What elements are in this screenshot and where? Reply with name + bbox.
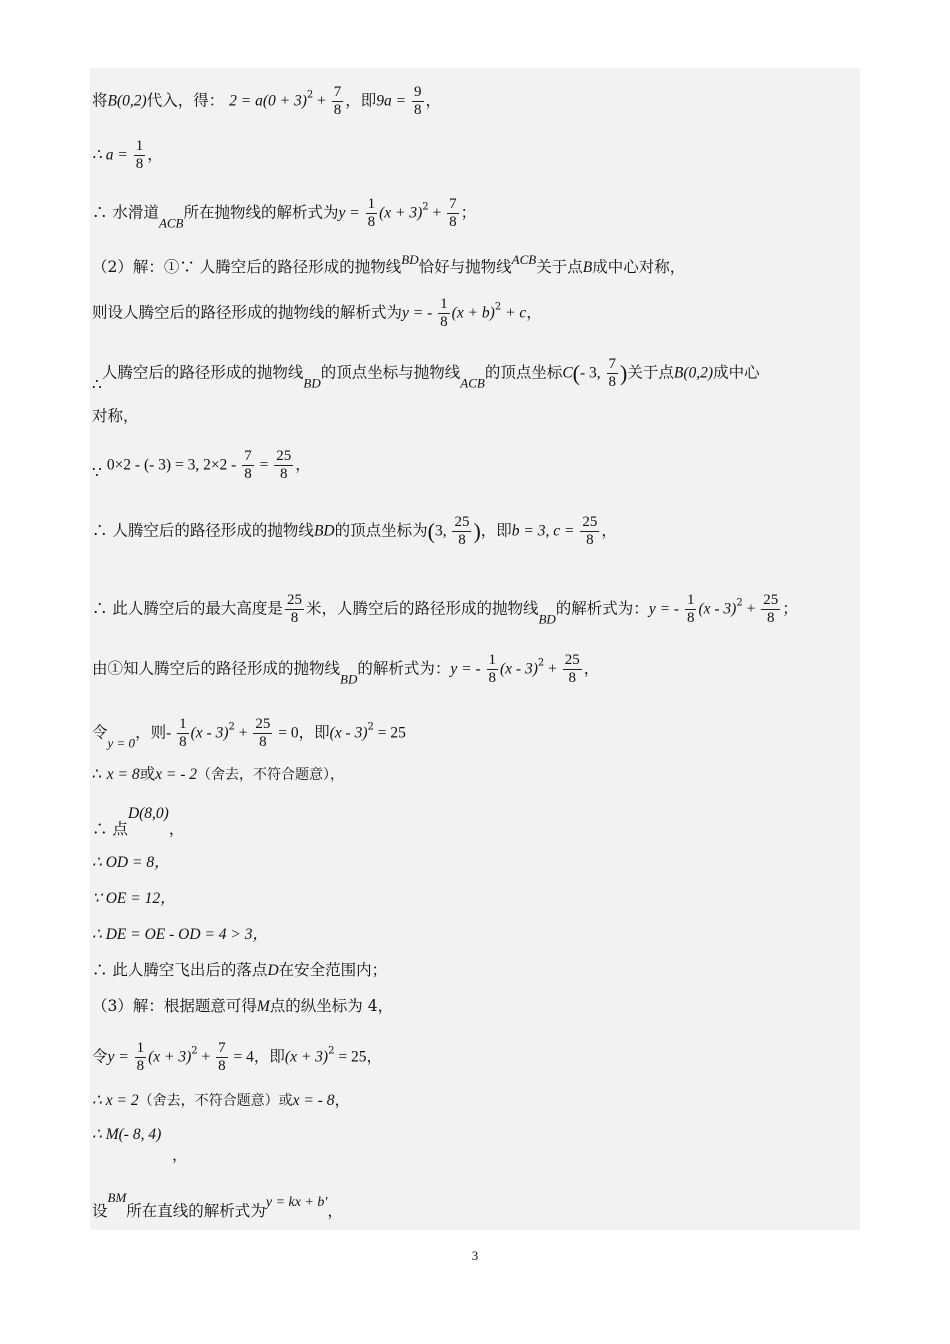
text: ∴ 人腾空后的路径形成的抛物线 xyxy=(92,521,314,540)
solution-line xyxy=(92,888,176,909)
solution-line xyxy=(92,196,476,234)
math: y = xyxy=(107,1048,133,1066)
text: 所在抛物线的解析式为 xyxy=(183,203,339,222)
fraction xyxy=(274,448,293,483)
solution-line xyxy=(92,716,406,754)
math: BD xyxy=(303,375,321,391)
denominator: 8 xyxy=(290,610,299,626)
math: y = - xyxy=(648,600,683,618)
fraction xyxy=(134,138,146,173)
exponent: 2 xyxy=(367,721,374,733)
fraction xyxy=(563,652,582,687)
math: ∴ a = xyxy=(92,146,132,164)
text: ； xyxy=(782,599,798,618)
fraction xyxy=(447,196,459,231)
text: 的解析式为： xyxy=(555,599,649,618)
math: x = 8 xyxy=(106,766,140,783)
exponent: 2 xyxy=(494,301,502,313)
because-symbol: ∴ xyxy=(92,375,102,394)
math: y = kx + b′ xyxy=(265,1195,328,1210)
text: 令 xyxy=(92,1047,108,1066)
solution-line xyxy=(92,1188,343,1221)
math: (x - 3) xyxy=(329,724,368,742)
math: y = - xyxy=(402,304,437,322)
math: ACB xyxy=(511,252,537,267)
solution-line xyxy=(92,514,617,549)
text: ， xyxy=(147,145,163,164)
math: D(8,0) xyxy=(127,805,169,822)
denominator: 8 xyxy=(766,610,775,626)
text: ，即 xyxy=(480,521,512,540)
solution-line xyxy=(92,1124,188,1165)
solution-line xyxy=(92,406,139,426)
fraction xyxy=(452,514,471,549)
solution-line xyxy=(92,1090,350,1111)
math: (x + 3) xyxy=(148,1048,192,1066)
exponent: 2 xyxy=(306,89,314,101)
exponent: 2 xyxy=(191,1045,198,1057)
numerator: 25 xyxy=(454,514,470,530)
text: ，则 xyxy=(135,723,167,742)
denominator: 8 xyxy=(135,156,144,172)
math: BD xyxy=(313,522,335,540)
solution-line xyxy=(92,296,542,331)
exponent: 2 xyxy=(328,1045,335,1057)
fraction xyxy=(216,1040,228,1075)
text: ∴ 水滑道 xyxy=(92,203,159,222)
solution-line xyxy=(92,138,163,173)
text: 的顶点坐标 xyxy=(484,363,563,382)
numerator: 1 xyxy=(135,138,144,154)
denominator: 8 xyxy=(279,466,288,482)
math: ∴ x = 2 xyxy=(92,1092,139,1109)
denominator: 8 xyxy=(333,102,342,118)
fraction xyxy=(761,592,780,627)
text: （舍去，不符合题意）或 xyxy=(138,1093,293,1109)
exponent: 2 xyxy=(537,657,545,669)
text: ， xyxy=(583,659,600,678)
math: (x + b) xyxy=(451,304,495,322)
math: B(0,2) xyxy=(107,92,147,110)
text: 恰好与抛物线 xyxy=(418,258,512,276)
solution-line xyxy=(92,960,387,981)
math: D xyxy=(267,962,279,979)
text: 对称， xyxy=(92,407,139,425)
text: （2）解：①∵ 人腾空后的路径形成的抛物线 xyxy=(92,258,402,276)
math: + c xyxy=(501,304,527,322)
denominator: 8 xyxy=(136,1058,145,1074)
paren-left: ( xyxy=(427,518,435,544)
math: = 0 xyxy=(274,724,299,742)
numerator: 25 xyxy=(582,514,598,530)
solution-line xyxy=(92,652,599,690)
solution-line xyxy=(92,84,441,119)
math: + xyxy=(234,724,252,742)
math: BD xyxy=(401,252,419,267)
math: = 25 xyxy=(373,724,406,742)
denominator: 8 xyxy=(218,1058,226,1074)
text: 成中心对称， xyxy=(592,258,686,276)
math: (x + 3) xyxy=(284,1048,329,1066)
math: = 25 xyxy=(334,1048,367,1066)
solution-line xyxy=(92,996,393,1017)
text: 设 xyxy=(92,1202,108,1220)
denominator: 8 xyxy=(259,734,267,750)
text: 所在直线的解析式为 xyxy=(126,1202,266,1220)
fraction xyxy=(487,652,499,687)
fraction xyxy=(253,716,272,751)
math: ∴ OD = 8， xyxy=(92,854,170,871)
math: = 4 xyxy=(229,1048,254,1066)
paren-left: ( xyxy=(572,360,580,386)
math: + xyxy=(742,600,760,618)
math: B xyxy=(582,259,593,276)
solution-line xyxy=(92,764,344,785)
fraction xyxy=(438,296,450,331)
solution-line xyxy=(92,852,170,873)
numerator: 7 xyxy=(608,356,617,372)
math: C xyxy=(562,364,573,382)
denominator: 8 xyxy=(414,102,422,118)
fraction xyxy=(135,1040,147,1075)
text: ， xyxy=(327,1202,343,1220)
fraction xyxy=(366,196,378,231)
fraction xyxy=(177,716,189,751)
text: ，即 xyxy=(345,91,377,110)
math: y = - xyxy=(450,660,485,678)
solution-line xyxy=(92,1040,382,1075)
text: 关于点 xyxy=(536,258,583,276)
paren-right: ) xyxy=(620,360,628,386)
text: ， xyxy=(526,303,542,322)
text: 或 xyxy=(139,765,156,783)
text: ∴ 此人腾空后的最大高度是 xyxy=(92,599,283,618)
fraction xyxy=(242,448,254,483)
text: 代入，得： xyxy=(146,91,225,110)
denominator: 8 xyxy=(586,532,594,548)
denominator: 8 xyxy=(458,532,466,548)
text: 的解析式为： xyxy=(357,659,451,678)
numerator: 7 xyxy=(449,196,457,212)
math: + xyxy=(197,1048,215,1066)
math: y = 0 xyxy=(107,735,136,751)
math: ∴ DE = OE - OD = 4 > 3， xyxy=(92,926,268,943)
math: x = - 8 xyxy=(292,1092,335,1109)
text: ∴ xyxy=(92,765,107,783)
math: (x - 3) xyxy=(698,600,737,618)
fraction xyxy=(607,356,619,391)
text: ， xyxy=(601,521,617,540)
math: (x + 3) xyxy=(379,204,423,222)
math: 2 = a(0 + 3) xyxy=(229,92,307,110)
text: ， xyxy=(172,1146,188,1164)
math: M xyxy=(256,998,270,1015)
math: 9a = xyxy=(376,92,410,110)
text: 令 xyxy=(92,723,108,742)
text: （舍去，不符合题意）， xyxy=(197,767,345,783)
solution-line xyxy=(92,592,798,630)
math: ∵ OE = 12， xyxy=(92,890,176,907)
text: 米，人腾空后的路径形成的抛物线 xyxy=(305,599,539,618)
numerator: 7 xyxy=(333,84,342,100)
text: 人腾空后的路径形成的抛物线 xyxy=(101,363,304,382)
fraction xyxy=(332,84,344,119)
paren-right: ) xyxy=(473,518,481,544)
math: ACB xyxy=(158,215,184,231)
page-number: 3 xyxy=(471,1248,479,1263)
text: ，即 xyxy=(298,723,330,742)
text: 的顶点坐标与抛物线 xyxy=(320,363,461,382)
fraction xyxy=(685,592,697,627)
exponent: 2 xyxy=(228,721,235,733)
text: ， xyxy=(425,91,442,110)
math: BM xyxy=(107,1190,127,1205)
text: ，即 xyxy=(253,1047,285,1066)
numerator: 1 xyxy=(488,652,497,668)
denominator: 8 xyxy=(367,214,376,230)
text: 在安全范围内； xyxy=(278,961,388,979)
fraction xyxy=(285,592,304,627)
denominator: 8 xyxy=(179,734,187,750)
text: 则设人腾空后的路径形成的抛物线的解析式为 xyxy=(92,303,403,322)
math: (x - 3) xyxy=(190,724,229,742)
solution-line xyxy=(92,250,685,278)
math: 3, xyxy=(434,522,451,540)
text: ， xyxy=(168,820,185,838)
exponent: 2 xyxy=(422,201,429,213)
text: （3）解：根据题意可得 xyxy=(92,997,257,1015)
math: + xyxy=(544,660,561,678)
text: 点的纵坐标为 4， xyxy=(269,997,394,1015)
numerator: 25 xyxy=(286,592,302,608)
text: 将 xyxy=(92,91,108,110)
denominator: 8 xyxy=(449,214,457,230)
math: BD xyxy=(340,671,358,687)
numerator: 7 xyxy=(218,1040,226,1056)
math: B(0,2) xyxy=(673,364,714,382)
text: ∵ xyxy=(92,463,102,482)
math: (x - 3) xyxy=(500,660,538,678)
denominator: 8 xyxy=(568,670,577,686)
text: ； xyxy=(460,203,477,222)
fraction xyxy=(580,514,599,549)
denominator: 8 xyxy=(244,466,252,482)
text: 关于点 xyxy=(627,363,674,382)
math: + xyxy=(313,92,330,110)
exponent: 2 xyxy=(736,597,743,609)
text: 由①知人腾空后的路径形成的抛物线 xyxy=(92,659,341,678)
math: - 3, xyxy=(580,364,605,382)
math: ACB xyxy=(460,375,485,391)
denominator: 8 xyxy=(608,374,617,390)
numerator: 1 xyxy=(136,1040,145,1056)
numerator: 25 xyxy=(564,652,580,668)
math: 0×2 - (- 3) = 3, 2×2 - xyxy=(106,456,241,474)
math: + xyxy=(428,204,446,222)
numerator: 1 xyxy=(686,592,695,608)
numerator: 1 xyxy=(440,296,448,312)
math: = xyxy=(255,456,273,474)
text: ， xyxy=(366,1047,382,1066)
solution-line xyxy=(92,448,311,483)
math: x = - 2 xyxy=(155,766,198,783)
numerator: 1 xyxy=(179,716,187,732)
math: ∴ M(- 8, 4) xyxy=(92,1126,162,1143)
text: ， xyxy=(295,455,311,474)
numerator: 25 xyxy=(276,448,292,464)
math: - xyxy=(166,724,176,742)
text: ， xyxy=(334,1091,350,1109)
text: 的顶点坐标为 xyxy=(334,521,428,540)
solution-line xyxy=(92,924,268,945)
text: 成中心 xyxy=(713,363,760,382)
numerator: 25 xyxy=(763,592,779,608)
math: y = xyxy=(338,204,364,222)
text: ∴ 点 xyxy=(92,820,128,838)
numerator: 25 xyxy=(255,716,271,732)
numerator: 1 xyxy=(367,196,376,212)
text: ∴ 此人腾空飞出后的落点 xyxy=(92,961,268,979)
solution-line xyxy=(92,804,184,839)
math: b = 3, c = xyxy=(511,522,579,540)
denominator: 8 xyxy=(440,314,448,330)
denominator: 8 xyxy=(686,610,695,626)
math: BD xyxy=(538,611,556,627)
fraction xyxy=(412,84,424,119)
denominator: 8 xyxy=(488,670,497,686)
numerator: 7 xyxy=(244,448,252,464)
numerator: 9 xyxy=(414,84,422,100)
solution-line xyxy=(92,356,760,395)
